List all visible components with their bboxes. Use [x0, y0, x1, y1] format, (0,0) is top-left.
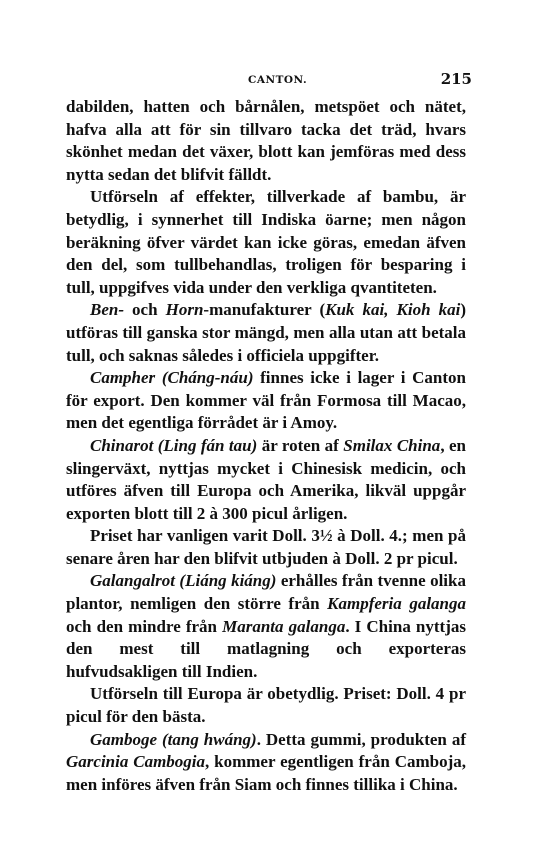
body-text — [66, 96, 466, 796]
paragraph-6: Priset har vanligen varit Doll. 3½ à Doll. 4.; men på senare åren har den blifvit utbjuden à Doll. 2 pr picul. — [66, 526, 466, 568]
species-name: Kampferia galanga — [327, 594, 466, 614]
paragraph-3 — [66, 299, 466, 367]
text-fragment: och den mindre från — [66, 616, 223, 636]
paragraph-2: Utförseln af effekter, tillverkade af bambu, är betydlig, i synnerhet till Indiska öarne; men någon beräkning öfver värdet kan icke göras, emedan äfven den del, som tullbehandlas, troligen för besparing i tull, uppgifves vida under den verkliga qvantiteten. — [66, 187, 466, 297]
chinese-term: Kuk kai, Kioh kai — [325, 300, 461, 320]
text-fragment: finnes icke i lager i Canton för export. Den kommer väl från Formosa till Macao, men det egentliga förrådet är i Amoy. — [66, 368, 466, 433]
paragraph-8: Utförseln till Europa är obetydlig. Priset: Doll. 4 pr picul för den bästa. — [66, 684, 466, 727]
text-fragment: erhålles från tvenne olika plantor, nemligen den större från — [66, 571, 466, 614]
species-name: Maranta galanga — [222, 616, 346, 636]
text-fragment: , en slingerväxt, nyttjas mycket i Chinesisk medicin, och utföres äfven till Europa och Amerika, likväl uppgår exporten blott till 2 à 300 picul årligen. — [66, 435, 466, 523]
term-horn: Horn — [165, 300, 204, 320]
text-fragment: -manufakturer ( — [203, 300, 326, 320]
paragraph-9 — [66, 729, 466, 797]
paragraph-1: dabilden, hatten och bårnålen, metspöet och nätet, hafva alla att för sin tillvaro tacka det träd, hvars skönhet medan det växer, blott kan jemföras med dess nytta sedan det blifvit fälldt. — [66, 97, 466, 184]
entry-term-galangalrot: Galangalrot (Liáng kiáng) — [90, 571, 277, 591]
entry-term-chinarot: Chinarot (Ling fán tau) — [90, 435, 258, 455]
species-name: Smilax China — [343, 435, 441, 455]
text-fragment: är roten af — [257, 435, 344, 455]
page-header — [0, 70, 560, 92]
paragraph-5 — [66, 435, 466, 525]
page-number: 215 — [440, 70, 472, 88]
text-fragment: . I China nyttjas den mest till matlagning och exporteras hufvudsakligen till Indien. — [66, 616, 466, 681]
entry-term-gamboge: Gamboge (tang hwáng) — [90, 729, 257, 749]
text-fragment: ) utföras till ganska stor mängd, men alla utan att betala tull, och saknas således i officiela uppgifter. — [66, 300, 466, 365]
entry-term-campher: Campher (Cháng-náu) — [90, 368, 254, 388]
text-fragment: . Detta gummi, produkten af — [256, 729, 466, 749]
term-ben: Ben- — [90, 300, 124, 320]
paragraph-7 — [66, 570, 466, 683]
running-head: CANTON. — [248, 74, 308, 86]
text-fragment: , kommer egentligen från Camboja, men införes äfven från Siam och finnes tillika i China. — [66, 752, 466, 794]
species-name: Garcinia Cambogia — [66, 752, 206, 772]
text-fragment: och — [124, 300, 166, 320]
paragraph-4 — [66, 367, 466, 435]
